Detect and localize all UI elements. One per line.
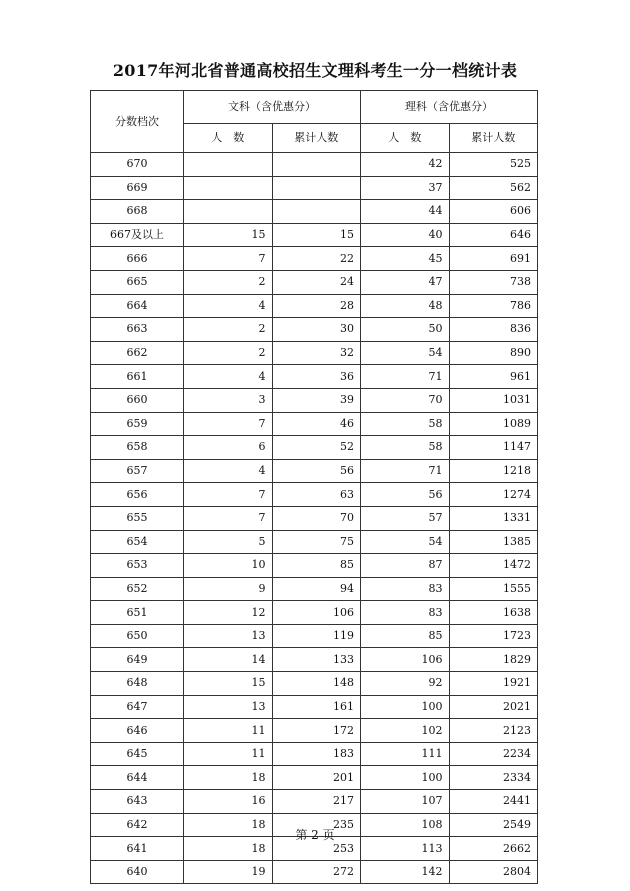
cell-like-cumulative: 1921 — [449, 672, 538, 696]
table-row — [91, 648, 538, 672]
cell-score: 647 — [91, 695, 184, 719]
header-wenke-count: 人 数 — [184, 124, 273, 153]
table-row — [91, 766, 538, 790]
cell-score: 656 — [91, 483, 184, 507]
cell-wenke-cumulative: 161 — [272, 695, 361, 719]
table-row — [91, 341, 538, 365]
cell-score: 658 — [91, 436, 184, 460]
cell-like-cumulative: 1472 — [449, 554, 538, 578]
cell-wenke-cumulative: 183 — [272, 742, 361, 766]
cell-like-cumulative: 890 — [449, 341, 538, 365]
cell-score: 650 — [91, 624, 184, 648]
cell-like-cumulative: 1147 — [449, 436, 538, 460]
cell-like-count: 87 — [361, 554, 450, 578]
cell-wenke-cumulative: 32 — [272, 341, 361, 365]
table-row — [91, 695, 538, 719]
cell-wenke-count: 11 — [184, 742, 273, 766]
cell-score: 664 — [91, 294, 184, 318]
cell-like-count: 92 — [361, 672, 450, 696]
cell-like-cumulative: 2021 — [449, 695, 538, 719]
table-row — [91, 365, 538, 389]
cell-wenke-cumulative: 235 — [272, 813, 361, 837]
table-row — [91, 790, 538, 814]
cell-wenke-cumulative — [272, 153, 361, 177]
cell-wenke-cumulative: 15 — [272, 223, 361, 247]
cell-wenke-count: 19 — [184, 860, 273, 884]
cell-wenke-cumulative: 106 — [272, 601, 361, 625]
table-row — [91, 436, 538, 460]
cell-like-cumulative: 2549 — [449, 813, 538, 837]
cell-like-count: 58 — [361, 412, 450, 436]
cell-like-count: 47 — [361, 270, 450, 294]
table-row — [91, 483, 538, 507]
cell-score: 667及以上 — [91, 223, 184, 247]
table-row — [91, 719, 538, 743]
cell-like-count: 102 — [361, 719, 450, 743]
cell-score: 641 — [91, 837, 184, 861]
cell-score: 661 — [91, 365, 184, 389]
cell-like-cumulative: 1218 — [449, 459, 538, 483]
cell-wenke-count: 7 — [184, 483, 273, 507]
cell-wenke-count — [184, 153, 273, 177]
cell-wenke-cumulative: 39 — [272, 388, 361, 412]
cell-wenke-cumulative: 24 — [272, 270, 361, 294]
cell-like-cumulative: 2234 — [449, 742, 538, 766]
cell-wenke-cumulative: 172 — [272, 719, 361, 743]
table-row — [91, 388, 538, 412]
cell-score: 657 — [91, 459, 184, 483]
cell-like-count: 142 — [361, 860, 450, 884]
cell-score: 663 — [91, 318, 184, 342]
cell-like-cumulative: 2441 — [449, 790, 538, 814]
cell-score: 640 — [91, 860, 184, 884]
cell-wenke-cumulative: 28 — [272, 294, 361, 318]
cell-like-count: 113 — [361, 837, 450, 861]
cell-like-count: 71 — [361, 459, 450, 483]
cell-score: 648 — [91, 672, 184, 696]
table-row — [91, 577, 538, 601]
table-row — [91, 153, 538, 177]
cell-wenke-count: 7 — [184, 506, 273, 530]
cell-like-cumulative: 786 — [449, 294, 538, 318]
cell-like-count: 48 — [361, 294, 450, 318]
header-wenke-cumulative: 累计人数 — [272, 124, 361, 153]
table-body — [91, 153, 538, 884]
cell-like-count: 45 — [361, 247, 450, 271]
cell-wenke-count: 15 — [184, 672, 273, 696]
header-like-count: 人 数 — [361, 124, 450, 153]
cell-wenke-cumulative — [272, 176, 361, 200]
cell-wenke-count: 10 — [184, 554, 273, 578]
cell-like-cumulative: 2334 — [449, 766, 538, 790]
cell-wenke-cumulative: 119 — [272, 624, 361, 648]
cell-score: 668 — [91, 200, 184, 224]
cell-wenke-count: 6 — [184, 436, 273, 460]
cell-like-cumulative: 1723 — [449, 624, 538, 648]
cell-like-count: 100 — [361, 766, 450, 790]
cell-score: 660 — [91, 388, 184, 412]
cell-wenke-count: 4 — [184, 294, 273, 318]
cell-wenke-cumulative: 94 — [272, 577, 361, 601]
cell-score: 652 — [91, 577, 184, 601]
cell-wenke-count: 13 — [184, 695, 273, 719]
cell-wenke-cumulative: 272 — [272, 860, 361, 884]
cell-wenke-count: 18 — [184, 813, 273, 837]
cell-wenke-count: 16 — [184, 790, 273, 814]
table-row — [91, 672, 538, 696]
header-like: 理科（含优惠分） — [361, 91, 538, 124]
table-row — [91, 554, 538, 578]
cell-wenke-count: 12 — [184, 601, 273, 625]
cell-score: 645 — [91, 742, 184, 766]
cell-wenke-cumulative: 70 — [272, 506, 361, 530]
cell-like-cumulative: 1331 — [449, 506, 538, 530]
table-row — [91, 624, 538, 648]
cell-wenke-count: 5 — [184, 530, 273, 554]
header-row-group — [91, 91, 538, 124]
cell-wenke-cumulative: 52 — [272, 436, 361, 460]
cell-like-count: 107 — [361, 790, 450, 814]
cell-score: 653 — [91, 554, 184, 578]
cell-score: 655 — [91, 506, 184, 530]
cell-like-count: 40 — [361, 223, 450, 247]
header-wenke: 文科（含优惠分） — [184, 91, 361, 124]
cell-wenke-count: 2 — [184, 318, 273, 342]
page-title: 2017年河北省普通高校招生文理科考生一分一档统计表 — [112, 61, 518, 80]
cell-wenke-cumulative: 46 — [272, 412, 361, 436]
cell-wenke-count: 3 — [184, 388, 273, 412]
cell-wenke-cumulative: 217 — [272, 790, 361, 814]
cell-wenke-cumulative: 22 — [272, 247, 361, 271]
cell-wenke-count: 18 — [184, 766, 273, 790]
table-row — [91, 270, 538, 294]
cell-like-count: 100 — [361, 695, 450, 719]
cell-like-count: 42 — [361, 153, 450, 177]
cell-like-cumulative: 691 — [449, 247, 538, 271]
cell-like-count: 58 — [361, 436, 450, 460]
cell-like-cumulative: 1031 — [449, 388, 538, 412]
cell-like-cumulative: 1555 — [449, 577, 538, 601]
cell-wenke-count: 9 — [184, 577, 273, 601]
cell-like-count: 106 — [361, 648, 450, 672]
cell-like-count: 83 — [361, 577, 450, 601]
cell-like-count: 71 — [361, 365, 450, 389]
cell-wenke-count: 13 — [184, 624, 273, 648]
cell-wenke-cumulative: 56 — [272, 459, 361, 483]
cell-wenke-count: 18 — [184, 837, 273, 861]
cell-score: 666 — [91, 247, 184, 271]
cell-like-count: 70 — [361, 388, 450, 412]
cell-like-count: 54 — [361, 341, 450, 365]
cell-score: 670 — [91, 153, 184, 177]
table-row — [91, 318, 538, 342]
cell-like-count: 111 — [361, 742, 450, 766]
cell-wenke-count — [184, 200, 273, 224]
cell-score: 644 — [91, 766, 184, 790]
cell-score: 646 — [91, 719, 184, 743]
table-row — [91, 176, 538, 200]
cell-like-cumulative: 606 — [449, 200, 538, 224]
cell-wenke-count: 4 — [184, 365, 273, 389]
cell-score: 659 — [91, 412, 184, 436]
table-row — [91, 294, 538, 318]
cell-like-count: 83 — [361, 601, 450, 625]
table-row — [91, 412, 538, 436]
cell-wenke-count: 2 — [184, 341, 273, 365]
cell-wenke-cumulative: 201 — [272, 766, 361, 790]
cell-like-cumulative: 2123 — [449, 719, 538, 743]
cell-wenke-count: 15 — [184, 223, 273, 247]
cell-like-cumulative: 525 — [449, 153, 538, 177]
cell-wenke-count: 7 — [184, 412, 273, 436]
cell-like-cumulative: 1385 — [449, 530, 538, 554]
cell-like-count: 37 — [361, 176, 450, 200]
table-row — [91, 860, 538, 884]
cell-score: 651 — [91, 601, 184, 625]
table-row — [91, 506, 538, 530]
cell-wenke-cumulative: 253 — [272, 837, 361, 861]
cell-score: 643 — [91, 790, 184, 814]
cell-like-cumulative: 738 — [449, 270, 538, 294]
cell-wenke-count — [184, 176, 273, 200]
cell-like-cumulative: 1638 — [449, 601, 538, 625]
cell-wenke-cumulative: 75 — [272, 530, 361, 554]
cell-wenke-cumulative: 133 — [272, 648, 361, 672]
cell-like-count: 50 — [361, 318, 450, 342]
table-row — [91, 601, 538, 625]
cell-wenke-cumulative — [272, 200, 361, 224]
table-row — [91, 223, 538, 247]
cell-like-cumulative: 1829 — [449, 648, 538, 672]
cell-like-cumulative: 836 — [449, 318, 538, 342]
cell-wenke-count: 2 — [184, 270, 273, 294]
cell-like-cumulative: 1274 — [449, 483, 538, 507]
header-score: 分数档次 — [91, 91, 184, 153]
cell-wenke-count: 7 — [184, 247, 273, 271]
cell-wenke-count: 14 — [184, 648, 273, 672]
table-row — [91, 247, 538, 271]
table-row — [91, 742, 538, 766]
table-row — [91, 459, 538, 483]
cell-wenke-cumulative: 85 — [272, 554, 361, 578]
cell-like-cumulative: 1089 — [449, 412, 538, 436]
header-like-cumulative: 累计人数 — [449, 124, 538, 153]
cell-score: 654 — [91, 530, 184, 554]
cell-wenke-cumulative: 148 — [272, 672, 361, 696]
table-row — [91, 530, 538, 554]
cell-score: 665 — [91, 270, 184, 294]
cell-like-cumulative: 562 — [449, 176, 538, 200]
cell-wenke-cumulative: 63 — [272, 483, 361, 507]
cell-score: 649 — [91, 648, 184, 672]
cell-like-cumulative: 646 — [449, 223, 538, 247]
cell-like-cumulative: 2662 — [449, 837, 538, 861]
cell-like-cumulative: 961 — [449, 365, 538, 389]
cell-wenke-cumulative: 36 — [272, 365, 361, 389]
cell-wenke-count: 11 — [184, 719, 273, 743]
cell-like-count: 85 — [361, 624, 450, 648]
cell-like-count: 54 — [361, 530, 450, 554]
cell-like-count: 56 — [361, 483, 450, 507]
table-row — [91, 200, 538, 224]
page-number: 第 2 页 — [295, 828, 335, 842]
score-distribution-table — [90, 90, 538, 884]
cell-score: 642 — [91, 813, 184, 837]
cell-wenke-count: 4 — [184, 459, 273, 483]
cell-like-count: 44 — [361, 200, 450, 224]
cell-score: 669 — [91, 176, 184, 200]
cell-wenke-cumulative: 30 — [272, 318, 361, 342]
cell-score: 662 — [91, 341, 184, 365]
cell-like-count: 108 — [361, 813, 450, 837]
cell-like-cumulative: 2804 — [449, 860, 538, 884]
cell-like-count: 57 — [361, 506, 450, 530]
